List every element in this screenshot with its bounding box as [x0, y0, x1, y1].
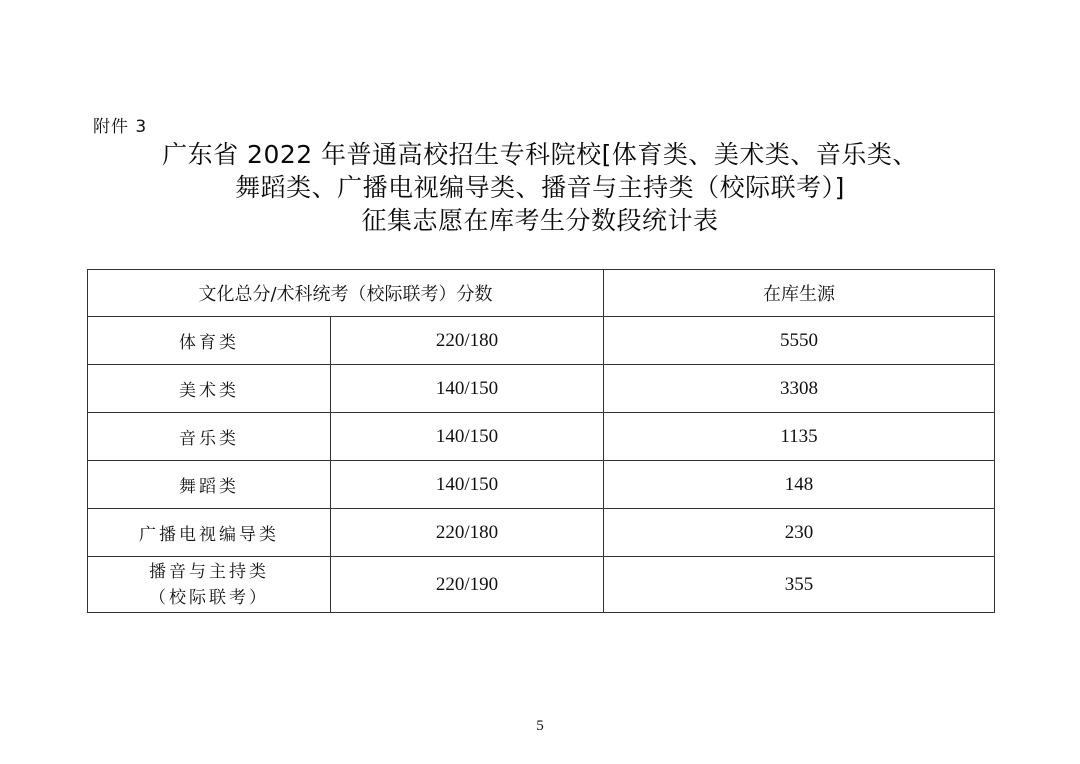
category-cell: 体育类 [88, 317, 331, 365]
score-cell: 220/180 [331, 317, 604, 365]
pool-cell: 3308 [604, 365, 995, 413]
score-cell: 140/150 [331, 461, 604, 509]
category-cell [88, 557, 331, 613]
table-row [88, 413, 995, 461]
pool-cell: 355 [604, 557, 995, 613]
category-cell: 广播电视编导类 [88, 509, 331, 557]
score-cell: 220/180 [331, 509, 604, 557]
category-sublabel: （校际联考） [149, 587, 269, 608]
score-statistics-table [87, 269, 995, 613]
document-title-line-2: 舞蹈类、广播电视编导类、播音与主持类（校际联考）] [235, 173, 845, 202]
category-cell: 舞蹈类 [88, 461, 331, 509]
attachment-label: 附件 3 [93, 117, 148, 137]
score-column-header: 文化总分/术科统考（校际联考）分数 [88, 270, 604, 317]
pool-cell: 5550 [604, 317, 995, 365]
page-number: 5 [536, 718, 544, 734]
document-title-line-1: 广东省 2022 年普通高校招生专科院校[体育类、美术类、音乐类、 [162, 140, 918, 169]
table-row [88, 461, 995, 509]
score-cell: 140/150 [331, 413, 604, 461]
pool-cell: 1135 [604, 413, 995, 461]
pool-cell: 230 [604, 509, 995, 557]
table-row [88, 317, 995, 365]
category-label: 播音与主持类 [149, 561, 269, 582]
document-title-line-3: 征集志愿在库考生分数段统计表 [361, 206, 719, 235]
table-row [88, 557, 995, 613]
pool-cell: 148 [604, 461, 995, 509]
category-cell: 美术类 [88, 365, 331, 413]
table-row [88, 365, 995, 413]
pool-column-header: 在库生源 [604, 270, 995, 317]
table-header-row [88, 270, 995, 317]
score-cell: 140/150 [331, 365, 604, 413]
category-cell: 音乐类 [88, 413, 331, 461]
table-row [88, 509, 995, 557]
score-cell: 220/190 [331, 557, 604, 613]
